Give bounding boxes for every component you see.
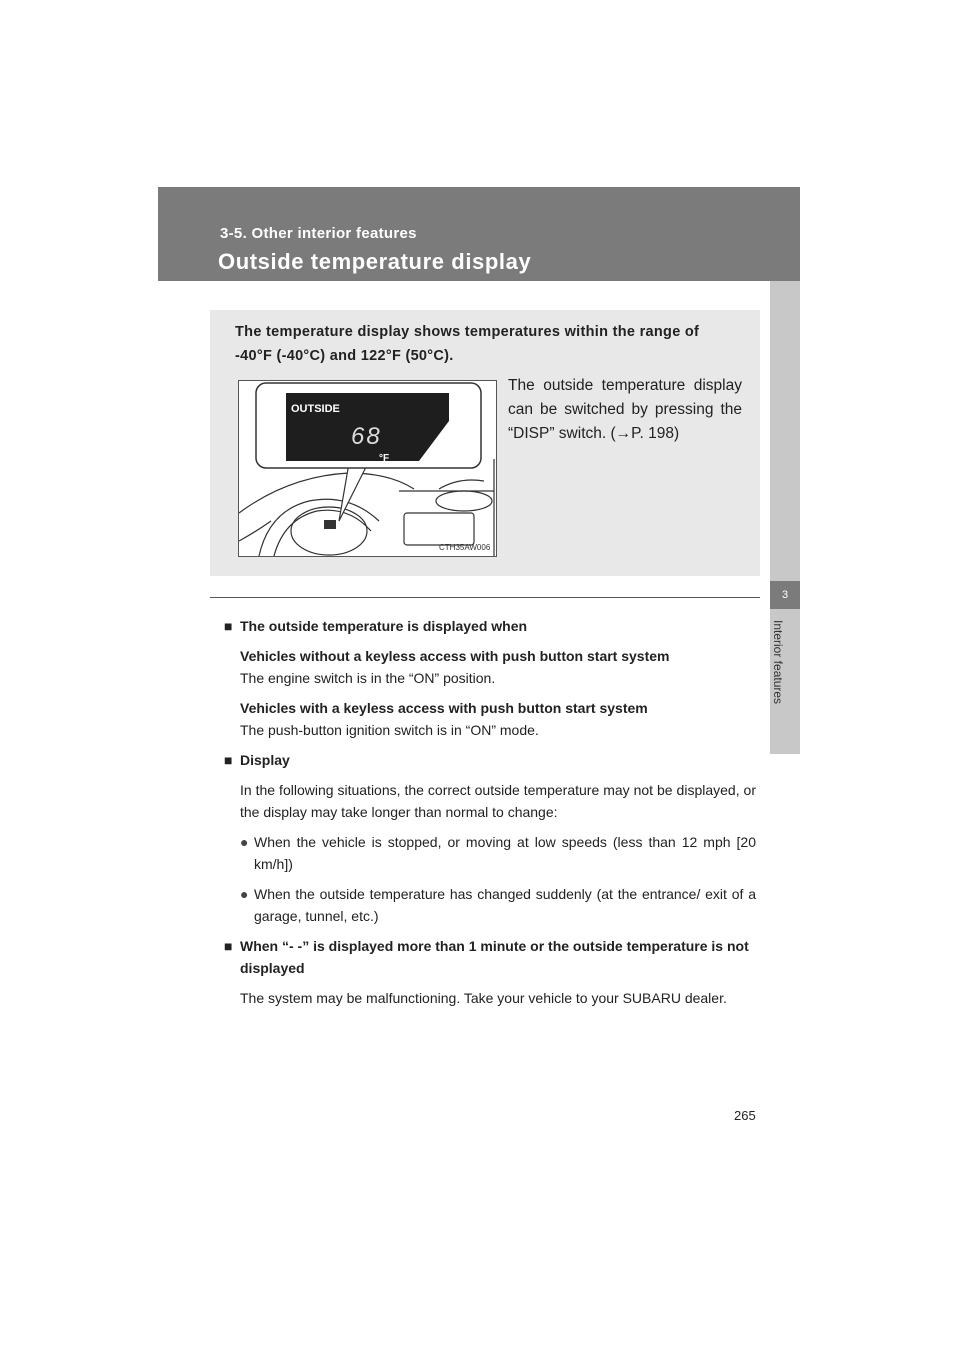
note-text: The push-button ignition switch is in “ON” mode. [240,722,539,738]
note-text: In the following situations, the correct outside temperature may not be displayed, or the display may take longer than normal to change: [240,782,756,820]
display-unit: °F [379,453,390,464]
note-subheading: Vehicles with a keyless access with push button start system [240,700,648,716]
intro-text: The temperature display shows temperatures within the range of -40°F (-40°C) and 122°F (50°C). [235,324,700,364]
divider [210,597,760,598]
list-item: ● When the vehicle is stopped, or moving at low speeds (less than 12 mph [20 km/h]) [240,834,756,872]
note-heading: ■ Display [224,752,290,768]
note-text: The engine switch is in the “ON” position. [240,670,496,686]
note-heading: ■ The outside temperature is displayed when [224,618,528,634]
figure-caption: The outside temperature display can be switched by pressing the “DISP” switch. (→P. 198) [508,377,742,442]
note-subheading: Vehicles without a keyless access with push button start system [240,648,670,664]
note-heading: ■ When “- -” is displayed more than 1 minute or the outside temperature is not displayed [224,938,749,976]
section-label: 3-5. Other interior features [220,225,417,242]
note-text: The system may be malfunctioning. Take your vehicle to your SUBARU dealer. [240,990,727,1006]
display-label: OUTSIDE [291,403,340,415]
display-value: 68 [351,423,382,450]
temperature-display-illustration [238,380,497,557]
list-item: ● When the outside temperature has changed suddenly (at the entrance/ exit of a garage, tunnel, etc.) [240,886,756,924]
figure-code: CTH35AW006 [439,543,491,552]
section-header [158,187,800,281]
side-tab-number: 3 [770,581,800,609]
notes-section [224,615,756,1009]
page-number: 265 [734,1108,756,1123]
side-tab-label: Interior features [771,620,785,705]
dashboard-drawing [239,381,496,556]
intro-box [210,310,760,576]
page-title: Outside temperature display [218,249,532,274]
